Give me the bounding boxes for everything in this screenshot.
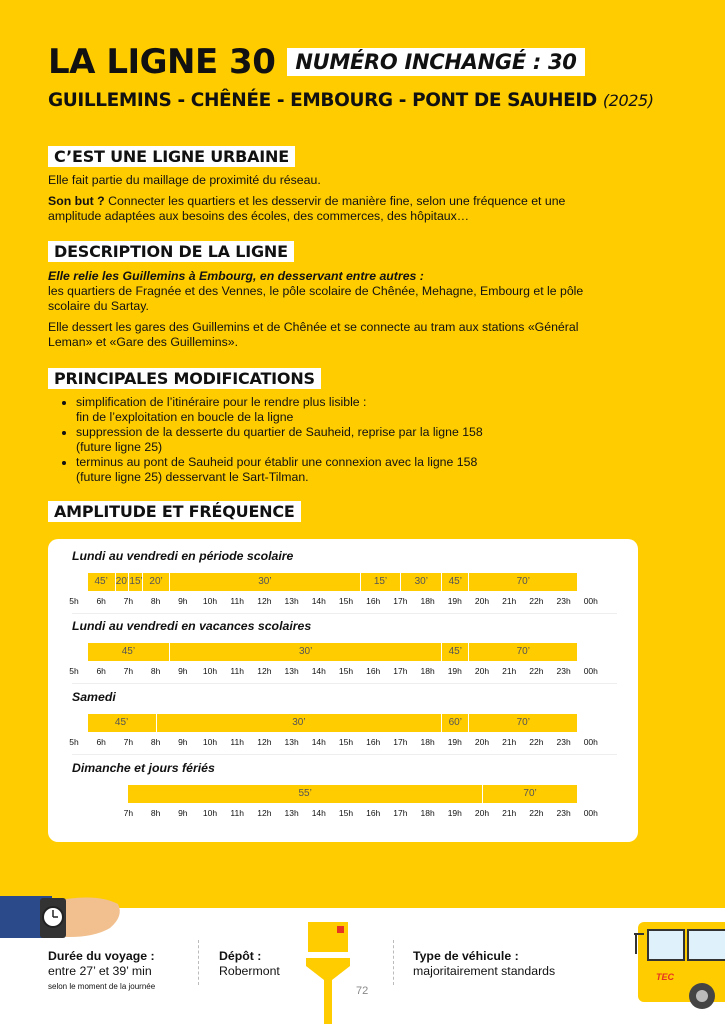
duration-note: selon le moment de la journée	[48, 982, 156, 991]
frequency-segment: 45’	[441, 573, 468, 591]
modification-item: • terminus au pont de Sauheid pour établir une connexion avec la ligne 158 (future ligne 25) desservant le Sart-Tilman.	[76, 455, 483, 485]
hour-label: 9h	[178, 666, 188, 676]
hour-label: 14h	[311, 666, 326, 676]
frequency-segment: 30’	[169, 573, 359, 591]
goal-label: Son but ?	[48, 194, 105, 208]
hour-label: 17h	[393, 666, 408, 676]
bus-window	[688, 930, 725, 960]
footer-divider	[393, 940, 394, 985]
description-heading: DESCRIPTION DE LA LIGNE	[48, 241, 294, 262]
title-row	[48, 42, 585, 82]
hour-label: 6h	[96, 737, 106, 747]
bus-windshield	[648, 930, 684, 960]
hour-label: 7h	[123, 666, 134, 676]
route-name: GUILLEMINS - CHÊNÉE - EMBOURG - PONT DE SAUHEID	[48, 90, 597, 111]
urban-heading: C’EST UNE LIGNE URBAINE	[48, 146, 295, 167]
hour-label: 21h	[502, 596, 517, 606]
hour-label: 23h	[556, 666, 571, 676]
frequency-segment: 45’	[114, 717, 129, 728]
frequency-segment: 60’	[441, 714, 468, 732]
description-section	[48, 241, 588, 350]
hour-label: 19h	[447, 737, 462, 747]
hour-label: 17h	[393, 808, 408, 818]
depot-info	[219, 949, 280, 979]
hour-label: 15h	[338, 666, 354, 676]
schedule-bar	[128, 785, 577, 803]
modifications-list	[48, 395, 483, 485]
hour-label: 11h	[230, 737, 244, 747]
vehicle-value: majoritairement standards	[413, 964, 556, 978]
modifications-section	[48, 368, 483, 485]
depot-value: Robermont	[219, 964, 280, 978]
hour-label: 23h	[556, 596, 571, 606]
frequency-segment: 70’	[482, 785, 577, 803]
schedule-bar	[88, 643, 578, 661]
hour-label: 9h	[178, 808, 188, 818]
hour-label: 22h	[529, 666, 544, 676]
hour-label: 17h	[393, 596, 408, 606]
hour-label: 6h	[96, 666, 106, 676]
hour-label: 15h	[338, 808, 354, 818]
hour-label: 00h	[583, 666, 598, 676]
hour-label: 16h	[366, 596, 381, 606]
hour-label: 19h	[447, 808, 462, 818]
modification-item: • simplification de l’itinéraire pour le rendre plus lisible : fin de l’exploitation en boucle de la ligne	[76, 395, 483, 425]
hour-label: 17h	[393, 737, 408, 747]
frequency-segment: 45’	[94, 576, 108, 587]
amplitude-heading: AMPLITUDE ET FRÉQUENCE	[48, 501, 301, 522]
schedule-bar	[88, 714, 578, 732]
hour-label: 18h	[420, 596, 435, 606]
amplitude-section	[48, 501, 301, 522]
hour-label: 10h	[202, 596, 218, 606]
hour-label: 15h	[338, 737, 354, 747]
frequency-segment: 55’	[298, 788, 312, 799]
hour-label: 16h	[366, 666, 381, 676]
schedule-divider	[72, 754, 617, 755]
schedule-bar	[88, 573, 578, 591]
depot-sign-illustration	[300, 918, 360, 1024]
page-title: LA LIGNE 30	[48, 42, 276, 82]
frequency-segment: 70’	[468, 573, 577, 591]
hour-label: 10h	[202, 737, 218, 747]
hour-label: 12h	[257, 808, 272, 818]
goal-text: Connecter les quartiers et les desservir de manière fine, selon une fréquence et une amplitude adaptées aux besoins des écoles, des commerces, des hôpitaux…	[48, 194, 566, 223]
frequency-segment: 20’	[115, 573, 129, 591]
hour-label: 12h	[257, 737, 272, 747]
hour-label: 16h	[366, 808, 381, 818]
hour-label: 00h	[583, 596, 598, 606]
page-number: 72	[356, 985, 369, 997]
frequency-segment: 30’	[156, 714, 442, 732]
hour-label: 10h	[202, 808, 218, 818]
hour-label: 7h	[123, 596, 134, 606]
line-number-badge: NUMÉRO INCHANGÉ : 30	[287, 48, 584, 76]
hour-label: 20h	[474, 596, 490, 606]
modification-item: • suppression de la desserte du quartier de Sauheid, reprise par la ligne 158 (future ligne 25)	[76, 425, 483, 455]
hour-label: 21h	[502, 808, 517, 818]
hour-label: 8h	[150, 666, 161, 676]
watch-illustration	[0, 884, 125, 944]
frequency-segment: 30’	[169, 643, 441, 661]
hour-label: 11h	[230, 596, 244, 606]
vehicle-info	[413, 949, 555, 979]
hour-label: 5h	[69, 596, 79, 606]
hour-label: 11h	[230, 808, 244, 818]
description-stations: Elle dessert les gares des Guillemins et de Chênée et se connecte au tram aux stations «Général Leman» et «Gare des Guillemins».	[48, 320, 579, 349]
hour-label: 22h	[529, 737, 544, 747]
hour-label: 16h	[366, 737, 381, 747]
hour-label: 18h	[420, 666, 435, 676]
hour-label: 20h	[474, 808, 490, 818]
schedule-divider	[72, 613, 617, 614]
hour-label: 18h	[420, 808, 435, 818]
bus-illustration	[634, 920, 725, 1010]
description-text: les quartiers de Fragnée et des Vennes, le pôle scolaire de Chênée, Mehagne, Embourg et le pôle scolaire du Sartay.	[48, 284, 584, 313]
duration-value: entre 27’ et 39’ min	[48, 964, 152, 978]
hour-label: 22h	[529, 596, 544, 606]
schedule-card	[48, 539, 638, 842]
bus-logo: TEC	[656, 972, 674, 982]
hour-label: 21h	[502, 666, 517, 676]
hour-label: 18h	[420, 737, 435, 747]
hour-label: 7h	[123, 808, 134, 818]
frequency-segment: 15’	[128, 573, 142, 591]
schedule-title: Samedi	[72, 690, 116, 704]
vehicle-label: Type de véhicule :	[413, 949, 519, 963]
hour-label: 13h	[284, 808, 299, 818]
urban-goal	[48, 194, 588, 224]
footer-divider	[198, 940, 199, 985]
modifications-heading: PRINCIPALES MODIFICATIONS	[48, 368, 321, 389]
hour-label: 13h	[284, 666, 299, 676]
hour-label: 21h	[502, 737, 517, 747]
duration-label: Durée du voyage :	[48, 949, 155, 963]
frequency-segment: 30’	[400, 573, 441, 591]
depot-label: Dépôt :	[219, 949, 262, 963]
hour-label: 15h	[338, 596, 354, 606]
route-subtitle	[48, 90, 654, 111]
hour-label: 19h	[447, 596, 462, 606]
hour-label: 00h	[583, 737, 598, 747]
urban-section	[48, 146, 588, 224]
hour-label: 23h	[556, 737, 571, 747]
hour-label: 9h	[178, 737, 188, 747]
route-year: (2025)	[602, 91, 654, 110]
hour-label: 13h	[284, 737, 299, 747]
duration-info	[48, 949, 155, 994]
schedule-divider	[72, 683, 617, 684]
hour-label: 10h	[202, 666, 218, 676]
frequency-segment: 70’	[468, 643, 577, 661]
description-paragraph	[48, 269, 588, 314]
hour-label: 20h	[474, 666, 490, 676]
frequency-segment: 45’	[121, 646, 136, 657]
hour-label: 12h	[257, 596, 272, 606]
frequency-segment: 15’	[360, 573, 401, 591]
hour-label: 8h	[150, 596, 161, 606]
schedule-title: Lundi au vendredi en vacances scolaires	[72, 619, 312, 633]
hour-label: 8h	[150, 737, 161, 747]
hour-label: 5h	[69, 737, 79, 747]
schedule-title: Lundi au vendredi en période scolaire	[72, 549, 294, 563]
hour-label: 14h	[311, 808, 326, 818]
hour-label: 00h	[583, 808, 598, 818]
hour-label: 13h	[284, 596, 299, 606]
hour-label: 20h	[474, 737, 490, 747]
hour-label: 9h	[178, 596, 188, 606]
hour-label: 5h	[69, 666, 79, 676]
sign-flag	[337, 926, 344, 933]
hour-label: 7h	[123, 737, 134, 747]
sign-post	[306, 958, 350, 1024]
hour-label: 6h	[96, 596, 106, 606]
hour-label: 14h	[311, 596, 326, 606]
frequency-segment: 20’	[142, 573, 169, 591]
hour-label: 12h	[257, 666, 272, 676]
hour-label: 14h	[311, 737, 326, 747]
hour-label: 19h	[447, 666, 462, 676]
description-intro: Elle relie les Guillemins à Embourg, en desservant entre autres :	[48, 269, 424, 283]
frequency-segment: 70’	[468, 714, 577, 732]
hour-label: 8h	[150, 808, 161, 818]
urban-paragraph: Elle fait partie du maillage de proximité du réseau.	[48, 173, 321, 187]
schedule-title: Dimanche et jours fériés	[72, 761, 215, 775]
hour-label: 23h	[556, 808, 571, 818]
hour-label: 11h	[230, 666, 244, 676]
frequency-segment: 45’	[441, 643, 468, 661]
hour-label: 22h	[529, 808, 544, 818]
